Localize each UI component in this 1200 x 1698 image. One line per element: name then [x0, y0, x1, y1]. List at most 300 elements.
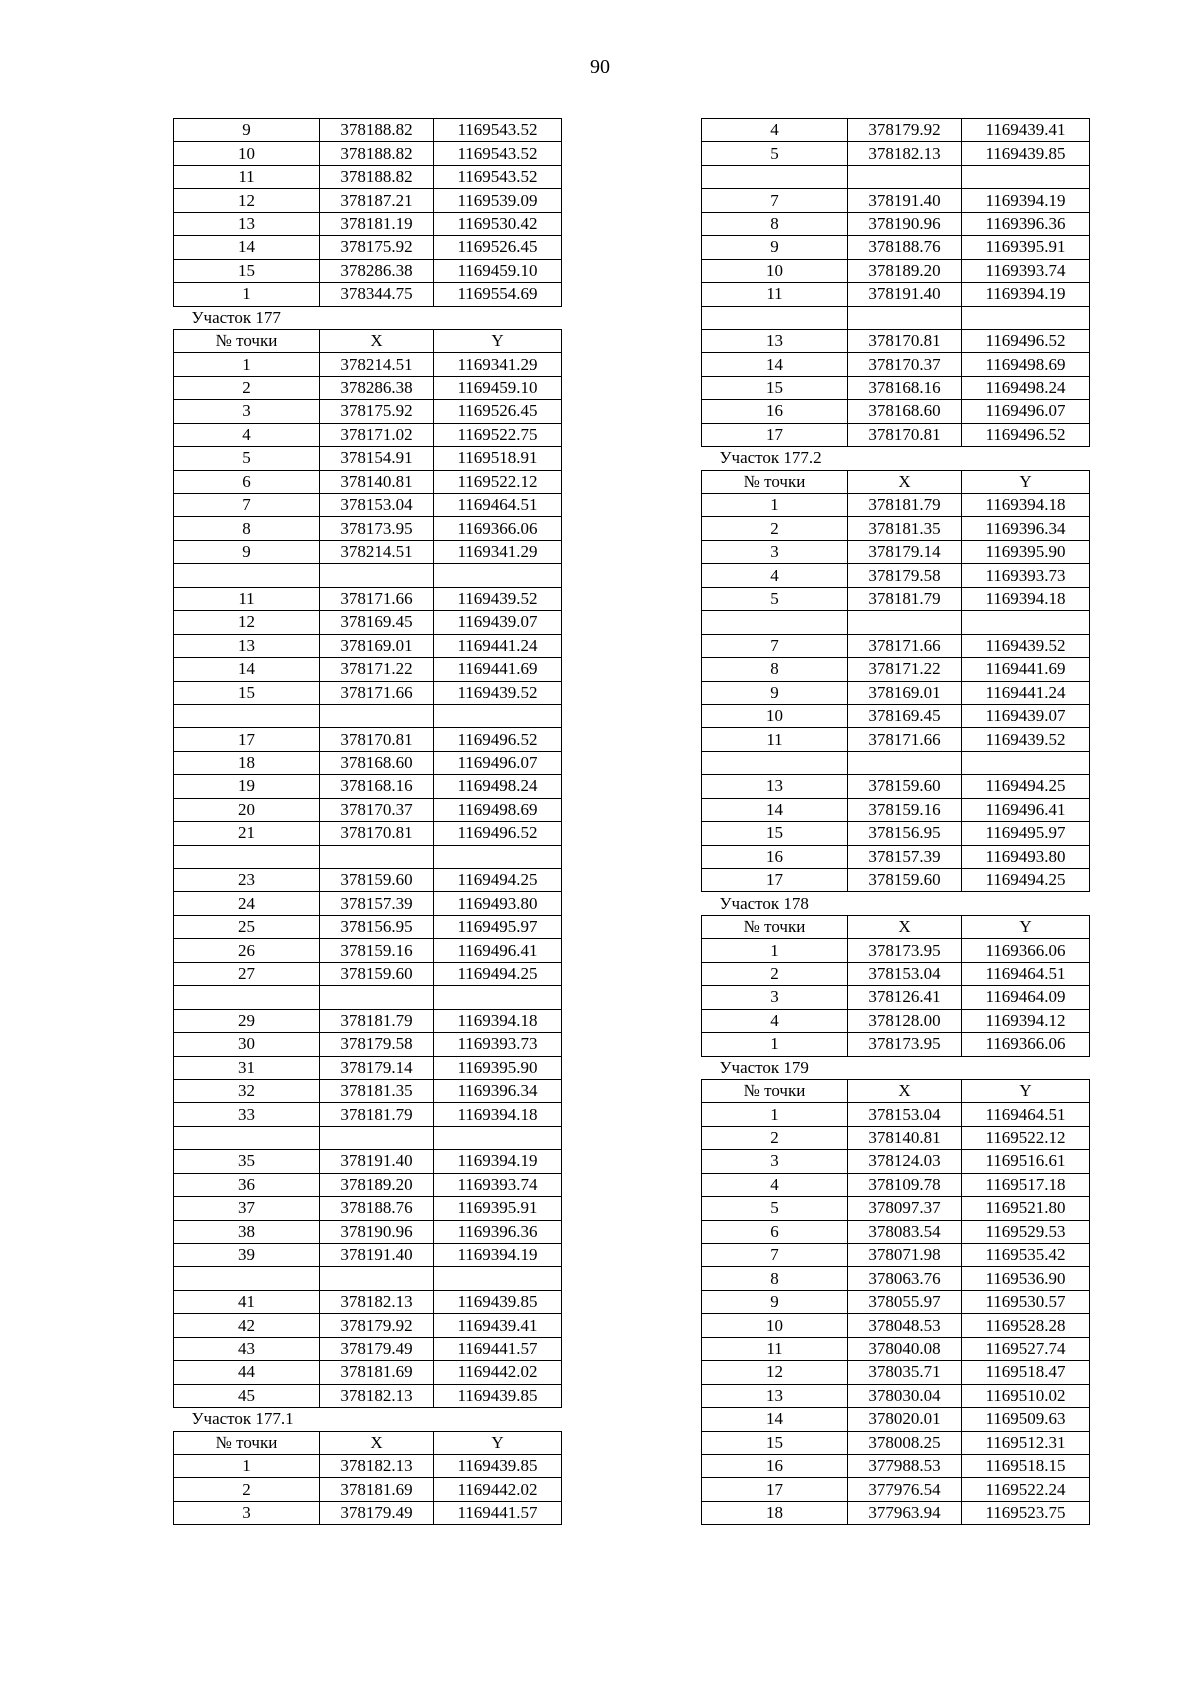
- table-row: [174, 283, 562, 306]
- y-coordinate: 1169341.29: [434, 353, 562, 376]
- table-row: [702, 986, 1090, 1009]
- empty-cell: [848, 611, 962, 634]
- point-number: 13: [702, 1384, 848, 1407]
- point-number: 13: [174, 212, 320, 235]
- section-title: Участок 177.2: [719, 448, 822, 468]
- point-number: 7: [702, 189, 848, 212]
- table-row: [702, 564, 1090, 587]
- x-coordinate: 378181.79: [320, 1103, 434, 1126]
- table-row: [174, 1033, 562, 1056]
- point-number: 15: [174, 681, 320, 704]
- y-coordinate: 1169442.02: [434, 1478, 562, 1501]
- x-coordinate: 378181.79: [848, 494, 962, 517]
- x-coordinate: 378008.25: [848, 1431, 962, 1454]
- table-row: [702, 1009, 1090, 1032]
- empty-cell: [434, 986, 562, 1009]
- empty-cell: [962, 611, 1090, 634]
- table-row: [174, 236, 562, 259]
- y-coordinate: 1169494.25: [962, 775, 1090, 798]
- x-coordinate: 378170.81: [320, 822, 434, 845]
- x-coordinate: 378055.97: [848, 1290, 962, 1313]
- x-coordinate: 378191.40: [848, 189, 962, 212]
- x-coordinate: 378097.37: [848, 1197, 962, 1220]
- y-coordinate: 1169464.09: [962, 986, 1090, 1009]
- point-number: 13: [174, 634, 320, 657]
- table-row: [702, 634, 1090, 657]
- empty-cell: [434, 306, 562, 329]
- section-title: Участок 177: [191, 307, 281, 327]
- point-number: 9: [702, 236, 848, 259]
- empty-row: [174, 704, 562, 727]
- point-number: 9: [174, 540, 320, 563]
- point-number: 10: [702, 704, 848, 727]
- x-coordinate: 378181.69: [320, 1361, 434, 1384]
- empty-row: [174, 1126, 562, 1149]
- table-row: [174, 1244, 562, 1267]
- table-row: [702, 142, 1090, 165]
- x-coordinate: 378153.04: [848, 962, 962, 985]
- point-number: 2: [702, 1126, 848, 1149]
- x-coordinate: 378170.37: [320, 798, 434, 821]
- point-number: 5: [174, 447, 320, 470]
- x-coordinate: 378182.13: [320, 1384, 434, 1407]
- y-coordinate: 1169493.80: [962, 845, 1090, 868]
- table-row: [702, 1337, 1090, 1360]
- table-header-row: [702, 470, 1090, 493]
- empty-cell: [320, 845, 434, 868]
- x-coordinate: 378030.04: [848, 1384, 962, 1407]
- empty-cell: [848, 751, 962, 774]
- point-number: 44: [174, 1361, 320, 1384]
- y-coordinate: 1169396.36: [434, 1220, 562, 1243]
- y-coordinate: 1169518.15: [962, 1454, 1090, 1477]
- y-coordinate: 1169396.34: [434, 1079, 562, 1102]
- x-coordinate: 378286.38: [320, 259, 434, 282]
- point-number: 18: [174, 751, 320, 774]
- y-coordinate: 1169439.07: [962, 704, 1090, 727]
- x-coordinate: 378109.78: [848, 1173, 962, 1196]
- x-coordinate: 378182.13: [848, 142, 962, 165]
- y-coordinate: 1169394.19: [434, 1150, 562, 1173]
- x-coordinate: 378159.16: [848, 798, 962, 821]
- x-coordinate: 378153.04: [848, 1103, 962, 1126]
- x-coordinate: 378191.40: [848, 283, 962, 306]
- table-row: [174, 681, 562, 704]
- x-coordinate: 378344.75: [320, 283, 434, 306]
- y-coordinate: 1169493.80: [434, 892, 562, 915]
- empty-cell: [174, 845, 320, 868]
- y-coordinate: 1169528.28: [962, 1314, 1090, 1337]
- y-coordinate: 1169526.45: [434, 236, 562, 259]
- point-number-header: № точки: [702, 470, 848, 493]
- y-coordinate: 1169496.07: [962, 400, 1090, 423]
- table-row: [174, 751, 562, 774]
- empty-row: [174, 986, 562, 1009]
- table-row: [174, 1501, 562, 1524]
- y-coordinate: 1169442.02: [434, 1361, 562, 1384]
- empty-cell: [962, 892, 1090, 915]
- point-number-header: № точки: [702, 915, 848, 938]
- x-coordinate: 378191.40: [320, 1244, 434, 1267]
- y-coordinate: 1169523.75: [962, 1501, 1090, 1524]
- table-header-row: [174, 329, 562, 352]
- table-row: [174, 189, 562, 212]
- x-coordinate: 378171.22: [320, 658, 434, 681]
- point-number: 32: [174, 1079, 320, 1102]
- table-row: [174, 611, 562, 634]
- empty-cell: [434, 704, 562, 727]
- empty-cell: [434, 1126, 562, 1149]
- table-row: [174, 1314, 562, 1337]
- section-title-row: [174, 1408, 562, 1431]
- y-coordinate: 1169498.24: [434, 775, 562, 798]
- x-coordinate: 378154.91: [320, 447, 434, 470]
- y-header: Y: [962, 1079, 1090, 1102]
- table-row: [702, 212, 1090, 235]
- x-coordinate: 378171.66: [320, 681, 434, 704]
- x-coordinate: 378171.66: [848, 728, 962, 751]
- point-number-header: № точки: [702, 1079, 848, 1102]
- y-coordinate: 1169543.52: [434, 165, 562, 188]
- table-row: [174, 634, 562, 657]
- y-coordinate: 1169494.25: [962, 869, 1090, 892]
- table-row: [702, 1220, 1090, 1243]
- empty-cell: [174, 564, 320, 587]
- table-row: [702, 1408, 1090, 1431]
- point-number: 6: [702, 1220, 848, 1243]
- table-row: [702, 353, 1090, 376]
- x-header: X: [320, 1431, 434, 1454]
- point-number: 16: [702, 845, 848, 868]
- y-coordinate: 1169464.51: [434, 494, 562, 517]
- point-number: 30: [174, 1033, 320, 1056]
- x-coordinate: 378153.04: [320, 494, 434, 517]
- table-row: [174, 447, 562, 470]
- table-row: [702, 1173, 1090, 1196]
- x-coordinate: 378048.53: [848, 1314, 962, 1337]
- y-coordinate: 1169526.45: [434, 400, 562, 423]
- y-coordinate: 1169498.69: [962, 353, 1090, 376]
- y-coordinate: 1169530.57: [962, 1290, 1090, 1313]
- point-number: 42: [174, 1314, 320, 1337]
- table-row: [174, 869, 562, 892]
- empty-row: [174, 845, 562, 868]
- y-coordinate: 1169495.97: [434, 915, 562, 938]
- point-number: 10: [174, 142, 320, 165]
- table-row: [174, 470, 562, 493]
- table-row: [702, 728, 1090, 751]
- x-coordinate: 378171.22: [848, 658, 962, 681]
- x-header: X: [320, 329, 434, 352]
- x-coordinate: 378181.79: [320, 1009, 434, 1032]
- x-coordinate: 378063.76: [848, 1267, 962, 1290]
- y-coordinate: 1169441.57: [434, 1337, 562, 1360]
- y-coordinate: 1169396.34: [962, 517, 1090, 540]
- table-row: [702, 236, 1090, 259]
- x-coordinate: 378159.16: [320, 939, 434, 962]
- x-coordinate: 378168.60: [320, 751, 434, 774]
- x-coordinate: 378179.58: [320, 1033, 434, 1056]
- y-coordinate: 1169394.18: [962, 587, 1090, 610]
- table-row: [174, 1384, 562, 1407]
- point-number: 14: [702, 1408, 848, 1431]
- x-coordinate: 378173.95: [848, 1033, 962, 1056]
- point-number: 1: [174, 353, 320, 376]
- point-number: 7: [702, 1244, 848, 1267]
- table-row: [174, 494, 562, 517]
- y-coordinate: 1169393.74: [962, 259, 1090, 282]
- x-coordinate: 378173.95: [320, 517, 434, 540]
- y-coordinate: 1169393.74: [434, 1173, 562, 1196]
- y-header: Y: [962, 470, 1090, 493]
- y-coordinate: 1169554.69: [434, 283, 562, 306]
- point-number: 12: [174, 189, 320, 212]
- table-row: [174, 1079, 562, 1102]
- x-coordinate: 377976.54: [848, 1478, 962, 1501]
- point-number: 15: [702, 376, 848, 399]
- table-row: [702, 189, 1090, 212]
- x-coordinate: 378169.01: [848, 681, 962, 704]
- table-header-row: [174, 1431, 562, 1454]
- table-row: [702, 775, 1090, 798]
- point-number: 3: [702, 986, 848, 1009]
- y-coordinate: 1169464.51: [962, 1103, 1090, 1126]
- y-coordinate: 1169439.07: [434, 611, 562, 634]
- empty-row: [702, 611, 1090, 634]
- point-number: 10: [702, 1314, 848, 1337]
- point-number: 7: [174, 494, 320, 517]
- point-number: 6: [174, 470, 320, 493]
- y-coordinate: 1169518.91: [434, 447, 562, 470]
- table-row: [174, 1056, 562, 1079]
- y-coordinate: 1169535.42: [962, 1244, 1090, 1267]
- x-coordinate: 378181.19: [320, 212, 434, 235]
- table-row: [702, 1197, 1090, 1220]
- y-coordinate: 1169459.10: [434, 259, 562, 282]
- empty-cell: [174, 1126, 320, 1149]
- y-coordinate: 1169521.80: [962, 1197, 1090, 1220]
- y-coordinate: 1169529.53: [962, 1220, 1090, 1243]
- table-row: [174, 165, 562, 188]
- table-row: [174, 1478, 562, 1501]
- point-number: 11: [702, 728, 848, 751]
- empty-row: [702, 306, 1090, 329]
- x-coordinate: 378214.51: [320, 353, 434, 376]
- y-coordinate: 1169395.91: [962, 236, 1090, 259]
- empty-row: [702, 751, 1090, 774]
- point-number: 4: [702, 1173, 848, 1196]
- empty-cell: [702, 611, 848, 634]
- table-row: [174, 1173, 562, 1196]
- y-coordinate: 1169394.19: [962, 283, 1090, 306]
- x-coordinate: 378189.20: [848, 259, 962, 282]
- x-coordinate: 378168.16: [848, 376, 962, 399]
- table-row: [174, 798, 562, 821]
- x-coordinate: 378179.92: [848, 119, 962, 142]
- y-coordinate: 1169366.06: [962, 939, 1090, 962]
- empty-cell: [962, 306, 1090, 329]
- y-coordinate: 1169441.57: [434, 1501, 562, 1524]
- point-number: 1: [702, 494, 848, 517]
- empty-cell: [848, 165, 962, 188]
- table-row: [174, 1197, 562, 1220]
- point-number: 20: [174, 798, 320, 821]
- y-coordinate: 1169522.24: [962, 1478, 1090, 1501]
- empty-cell: [174, 986, 320, 1009]
- table-row: [702, 119, 1090, 142]
- x-coordinate: 378035.71: [848, 1361, 962, 1384]
- point-number: 1: [702, 939, 848, 962]
- table-row: [702, 259, 1090, 282]
- x-coordinate: 378170.37: [848, 353, 962, 376]
- y-coordinate: 1169517.18: [962, 1173, 1090, 1196]
- table-row: [702, 962, 1090, 985]
- x-coordinate: 378140.81: [320, 470, 434, 493]
- y-coordinate: 1169439.41: [962, 119, 1090, 142]
- table-row: [702, 540, 1090, 563]
- empty-cell: [962, 751, 1090, 774]
- empty-cell: [320, 564, 434, 587]
- point-number: 3: [702, 1150, 848, 1173]
- point-number: 4: [702, 1009, 848, 1032]
- empty-cell: [434, 1267, 562, 1290]
- point-number: 15: [702, 1431, 848, 1454]
- point-number: 11: [702, 283, 848, 306]
- y-coordinate: 1169395.90: [962, 540, 1090, 563]
- table-row: [174, 119, 562, 142]
- table-row: [702, 329, 1090, 352]
- point-number: 15: [702, 822, 848, 845]
- point-number: 12: [174, 611, 320, 634]
- point-number: 14: [702, 353, 848, 376]
- empty-cell: [962, 165, 1090, 188]
- point-number: 10: [702, 259, 848, 282]
- coordinates-table-right-body: [702, 119, 1090, 1525]
- x-coordinate: 378188.82: [320, 165, 434, 188]
- x-coordinate: 378179.49: [320, 1501, 434, 1524]
- x-coordinate: 378071.98: [848, 1244, 962, 1267]
- y-coordinate: 1169439.85: [434, 1290, 562, 1313]
- section-title: Участок 178: [719, 893, 809, 913]
- table-row: [702, 1384, 1090, 1407]
- table-row: [174, 1454, 562, 1477]
- x-coordinate: 378179.49: [320, 1337, 434, 1360]
- table-row: [702, 869, 1090, 892]
- x-coordinate: 378173.95: [848, 939, 962, 962]
- point-number: 17: [174, 728, 320, 751]
- x-coordinate: 378170.81: [320, 728, 434, 751]
- point-number: 37: [174, 1197, 320, 1220]
- y-coordinate: 1169496.41: [434, 939, 562, 962]
- y-coordinate: 1169509.63: [962, 1408, 1090, 1431]
- x-coordinate: 378191.40: [320, 1150, 434, 1173]
- x-coordinate: 378171.66: [320, 587, 434, 610]
- table-row: [174, 939, 562, 962]
- point-number: 14: [174, 658, 320, 681]
- table-row: [174, 423, 562, 446]
- x-coordinate: 378181.79: [848, 587, 962, 610]
- empty-cell: [320, 986, 434, 1009]
- point-number: 27: [174, 962, 320, 985]
- x-coordinate: 378140.81: [848, 1126, 962, 1149]
- point-number: 11: [174, 165, 320, 188]
- table-row: [174, 212, 562, 235]
- y-coordinate: 1169536.90: [962, 1267, 1090, 1290]
- point-number: 9: [702, 681, 848, 704]
- table-row: [702, 704, 1090, 727]
- y-coordinate: 1169393.73: [434, 1033, 562, 1056]
- page-number: 90: [590, 56, 610, 78]
- y-coordinate: 1169439.52: [962, 634, 1090, 657]
- table-row: [702, 822, 1090, 845]
- point-number: 8: [702, 1267, 848, 1290]
- point-number: 17: [702, 869, 848, 892]
- empty-cell: [962, 1056, 1090, 1079]
- x-coordinate: 378171.02: [320, 423, 434, 446]
- empty-cell: [320, 1126, 434, 1149]
- point-number: 35: [174, 1150, 320, 1173]
- table-row: [174, 658, 562, 681]
- y-coordinate: 1169496.52: [434, 822, 562, 845]
- table-row: [174, 962, 562, 985]
- table-row: [174, 1290, 562, 1313]
- empty-row: [174, 564, 562, 587]
- empty-row: [174, 1267, 562, 1290]
- point-number: 2: [174, 1478, 320, 1501]
- y-coordinate: 1169498.24: [962, 376, 1090, 399]
- point-number: 5: [702, 587, 848, 610]
- section-title-row: [702, 892, 1090, 915]
- point-number: 33: [174, 1103, 320, 1126]
- y-coordinate: 1169394.18: [434, 1103, 562, 1126]
- x-coordinate: 378188.76: [848, 236, 962, 259]
- point-number: 8: [702, 212, 848, 235]
- x-coordinate: 378128.00: [848, 1009, 962, 1032]
- table-header-row: [702, 1079, 1090, 1102]
- table-row: [702, 1033, 1090, 1056]
- point-number: 17: [702, 1478, 848, 1501]
- x-coordinate: 378214.51: [320, 540, 434, 563]
- table-row: [702, 1103, 1090, 1126]
- point-number: 3: [702, 540, 848, 563]
- x-coordinate: 378156.95: [320, 915, 434, 938]
- point-number: 16: [702, 1454, 848, 1477]
- empty-cell: [848, 306, 962, 329]
- x-coordinate: 378188.82: [320, 142, 434, 165]
- table-row: [702, 939, 1090, 962]
- coordinates-table-right: [701, 118, 1090, 1525]
- point-number: 14: [174, 236, 320, 259]
- table-row: [702, 423, 1090, 446]
- table-row: [702, 1126, 1090, 1149]
- x-coordinate: 378190.96: [320, 1220, 434, 1243]
- point-number-header: № точки: [174, 1431, 320, 1454]
- y-coordinate: 1169394.18: [962, 494, 1090, 517]
- point-number: 8: [174, 517, 320, 540]
- x-coordinate: 378175.92: [320, 236, 434, 259]
- x-coordinate: 378286.38: [320, 376, 434, 399]
- y-coordinate: 1169394.18: [434, 1009, 562, 1032]
- point-number: 23: [174, 869, 320, 892]
- x-coordinate: 378170.81: [848, 423, 962, 446]
- table-row: [174, 540, 562, 563]
- section-title-row: [174, 306, 562, 329]
- point-number: 17: [702, 423, 848, 446]
- point-number: 5: [702, 1197, 848, 1220]
- x-coordinate: 378170.81: [848, 329, 962, 352]
- x-header: X: [848, 1079, 962, 1102]
- table-row: [702, 1361, 1090, 1384]
